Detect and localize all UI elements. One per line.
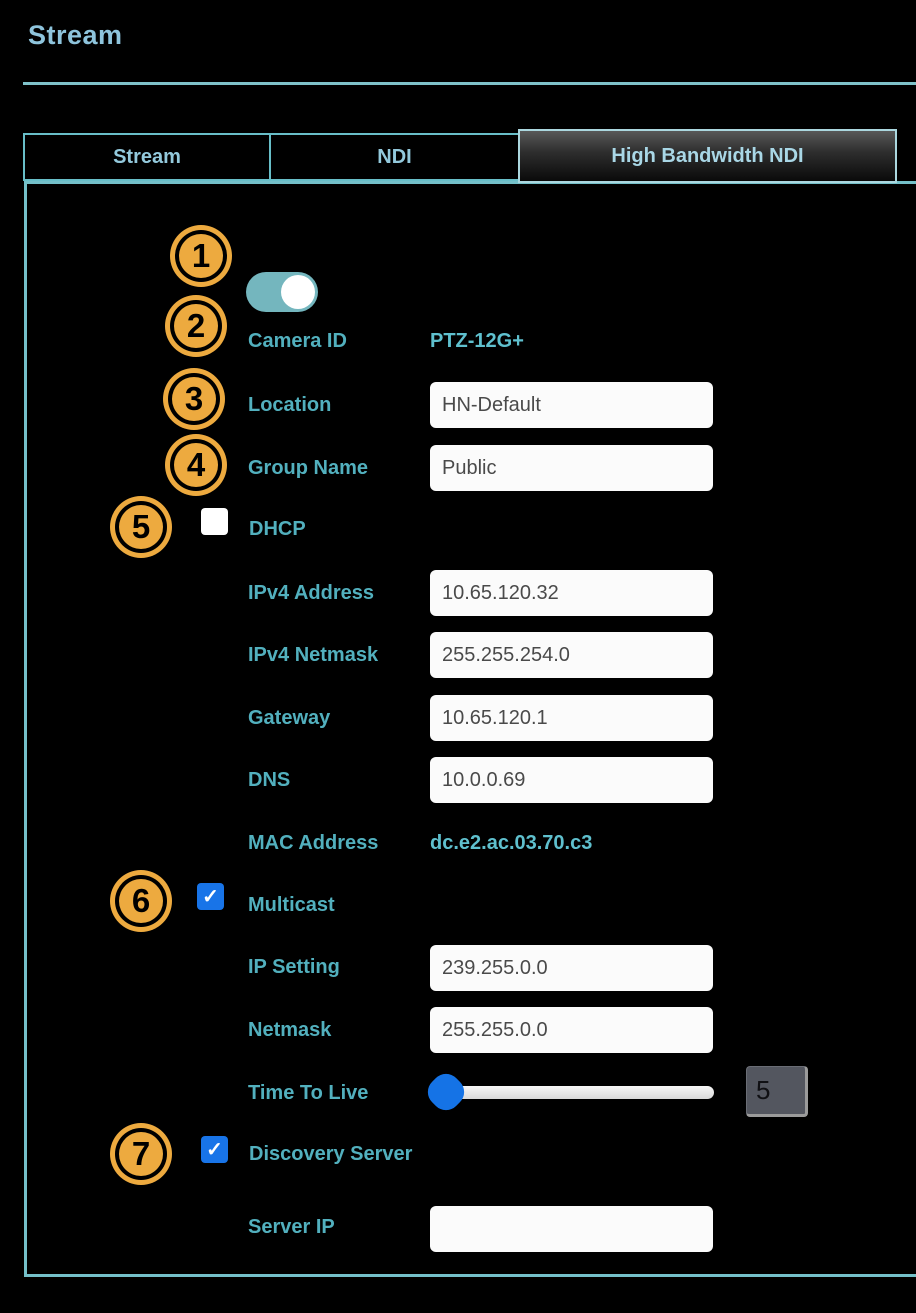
ipv4-netmask-input[interactable]: [430, 632, 713, 678]
page-title: Stream: [28, 20, 123, 50]
ttl-value-box[interactable]: 5: [746, 1066, 808, 1117]
dhcp-label: DHCP: [249, 518, 306, 540]
annotation-badge-1: 1: [179, 234, 223, 278]
dns-input[interactable]: [430, 757, 713, 803]
dns-label: DNS: [248, 769, 291, 791]
discovery-server-checkbox[interactable]: [201, 1136, 228, 1163]
server-ip-label: Server IP: [248, 1216, 335, 1238]
ip-setting-input[interactable]: [430, 945, 713, 991]
ip-setting-label: IP Setting: [248, 956, 340, 978]
time-to-live-label: Time To Live: [248, 1082, 369, 1104]
header-divider: [23, 82, 916, 85]
dhcp-checkbox[interactable]: [201, 508, 228, 535]
annotation-badge-2: 2: [174, 304, 218, 348]
mac-address-label: MAC Address: [248, 832, 379, 854]
annotation-badge-4: 4: [174, 443, 218, 487]
location-input[interactable]: [430, 382, 713, 428]
server-ip-input[interactable]: [430, 1206, 713, 1252]
annotation-badge-7: 7: [119, 1132, 163, 1176]
camera-id-value: PTZ-12G+: [430, 330, 524, 352]
check-icon: ✓: [206, 1139, 223, 1161]
discovery-server-label: Discovery Server: [249, 1143, 413, 1165]
ipv4-address-input[interactable]: [430, 570, 713, 616]
annotation-badge-3: 3: [172, 377, 216, 421]
annotation-badge-5: 5: [119, 505, 163, 549]
tab-ndi[interactable]: NDI: [269, 133, 520, 181]
group-name-input[interactable]: [430, 445, 713, 491]
ipv4-netmask-label: IPv4 Netmask: [248, 644, 379, 666]
ipv4-address-label: IPv4 Address: [248, 582, 374, 604]
multicast-label: Multicast: [248, 894, 335, 916]
tab-high-bandwidth-ndi[interactable]: High Bandwidth NDI: [518, 129, 897, 183]
mac-address-value: dc.e2.ac.03.70.c3: [430, 832, 593, 854]
ndi-enable-toggle[interactable]: [246, 272, 318, 312]
multicast-checkbox[interactable]: [197, 883, 224, 910]
ttl-slider-track[interactable]: [436, 1086, 714, 1099]
group-name-label: Group Name: [248, 457, 369, 479]
gateway-input[interactable]: [430, 695, 713, 741]
netmask-label: Netmask: [248, 1019, 332, 1041]
location-label: Location: [248, 394, 332, 416]
netmask-input[interactable]: [430, 1007, 713, 1053]
toggle-knob: [281, 275, 315, 309]
gateway-label: Gateway: [248, 707, 331, 729]
annotation-badge-6: 6: [119, 879, 163, 923]
tab-stream[interactable]: Stream: [23, 133, 271, 181]
check-icon: ✓: [202, 886, 219, 908]
camera-id-label: Camera ID: [248, 330, 347, 352]
